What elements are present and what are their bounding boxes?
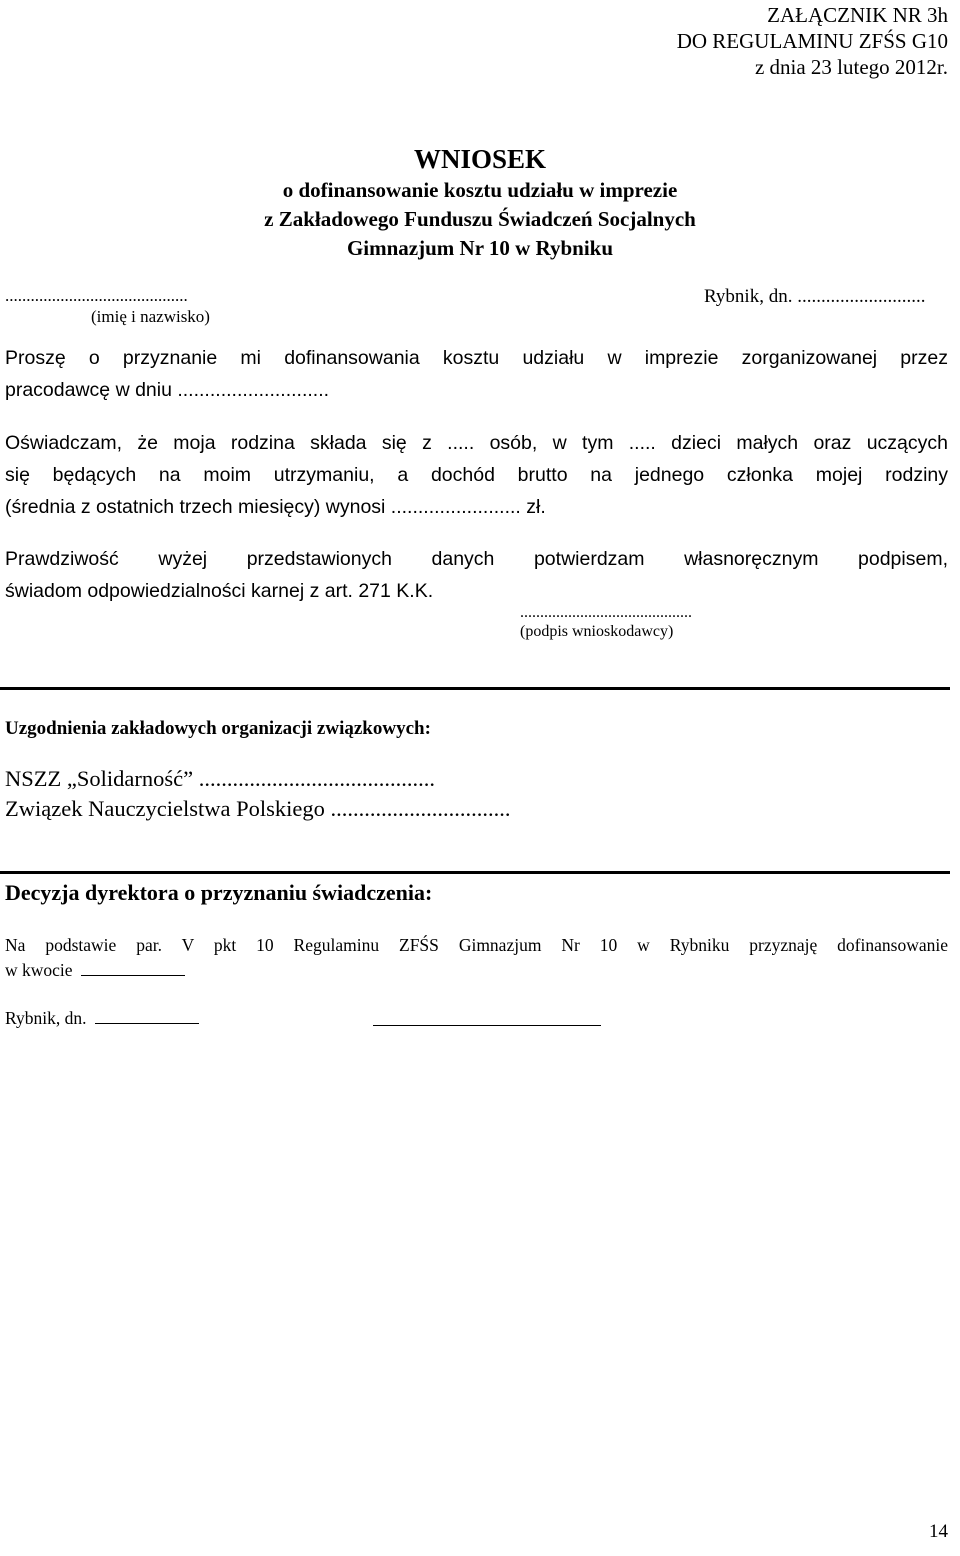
page-number: 14 bbox=[929, 1521, 948, 1542]
union-znp-field[interactable]: Związek Nauczycielstwa Polskiego ................................ bbox=[5, 796, 511, 821]
declaration-line-3: (średnia z ostatnich trzech miesięcy) wynosi ........................ zł. bbox=[5, 496, 546, 518]
declaration-line-2: się będących na moim utrzymaniu, a dochód brutto na jednego członka mojej rodziny bbox=[5, 464, 948, 486]
attachment-date: z dnia 23 lutego 2012r. bbox=[754, 55, 948, 79]
decision-place-label: Rybnik, dn. bbox=[5, 1008, 87, 1028]
union-solidarnosc-field[interactable]: NSZZ „Solidarność” .......................................... bbox=[5, 766, 435, 791]
section-divider bbox=[0, 687, 950, 690]
request-line-2: pracodawcę w dniu ............................ bbox=[5, 379, 330, 401]
decision-heading: Decyzja dyrektora o przyznaniu świadczenia: bbox=[5, 880, 433, 905]
attestation-paragraph bbox=[5, 543, 948, 607]
attestation-line-2: świadom odpowiedzialności karnej z art. 271 K.K. bbox=[5, 580, 434, 602]
applicant-name-caption: (imię i nazwisko) bbox=[91, 307, 210, 326]
decision-line-1: Na podstawie par. V pkt 10 Regulaminu ZFŚS Gimnazjum Nr 10 w Rybniku przyznaję dofinansowanie bbox=[5, 935, 948, 955]
attestation-line-1: Prawdziwość wyżej przedstawionych danych potwierdzam własnoręcznym podpisem, bbox=[5, 548, 948, 570]
decision-amount-blank[interactable] bbox=[81, 957, 185, 976]
decision-amount-label: w kwocie bbox=[5, 960, 73, 980]
title-line-4: Gimnazjum Nr 10 w Rybniku bbox=[346, 236, 614, 260]
title-line-2: o dofinansowanie kosztu udziału w imprezie bbox=[282, 178, 678, 202]
declaration-paragraph bbox=[5, 427, 948, 523]
decision-place-date bbox=[5, 1005, 199, 1030]
signature-caption: (podpis wnioskodawcy) bbox=[520, 623, 674, 640]
declaration-line-1: Oświadczam, że moja rodzina składa się z ..... osób, w tym ..... dzieci małych oraz uczących bbox=[5, 432, 948, 454]
attachment-regulation: DO REGULAMINU ZFŚS G10 bbox=[676, 29, 948, 53]
director-signature-blank[interactable] bbox=[373, 1025, 601, 1026]
applicant-name-dots: ........................................... bbox=[5, 286, 188, 305]
place-date-field[interactable]: Rybnik, dn. ........................... bbox=[704, 286, 926, 307]
signature-field[interactable]: ........................................... bbox=[520, 604, 692, 621]
title-main: WNIOSEK bbox=[413, 144, 547, 174]
attachment-header bbox=[677, 2, 948, 80]
document-title bbox=[0, 142, 960, 263]
title-line-3: z Zakładowego Funduszu Świadczeń Socjalnych bbox=[264, 207, 696, 231]
applicant-name-field[interactable] bbox=[5, 286, 188, 306]
request-paragraph bbox=[5, 342, 948, 406]
decision-line-2 bbox=[5, 957, 185, 982]
section-divider bbox=[0, 871, 950, 874]
unions-heading: Uzgodnienia zakładowych organizacji związkowych: bbox=[5, 718, 431, 739]
request-line-1: Proszę o przyznanie mi dofinansowania kosztu udziału w imprezie zorganizowanej przez bbox=[5, 347, 948, 369]
attachment-number: ZAŁĄCZNIK NR 3h bbox=[767, 3, 948, 27]
event-date-field[interactable]: pracodawcę w dniu ........................... bbox=[5, 379, 324, 401]
decision-date-blank[interactable] bbox=[95, 1005, 199, 1024]
